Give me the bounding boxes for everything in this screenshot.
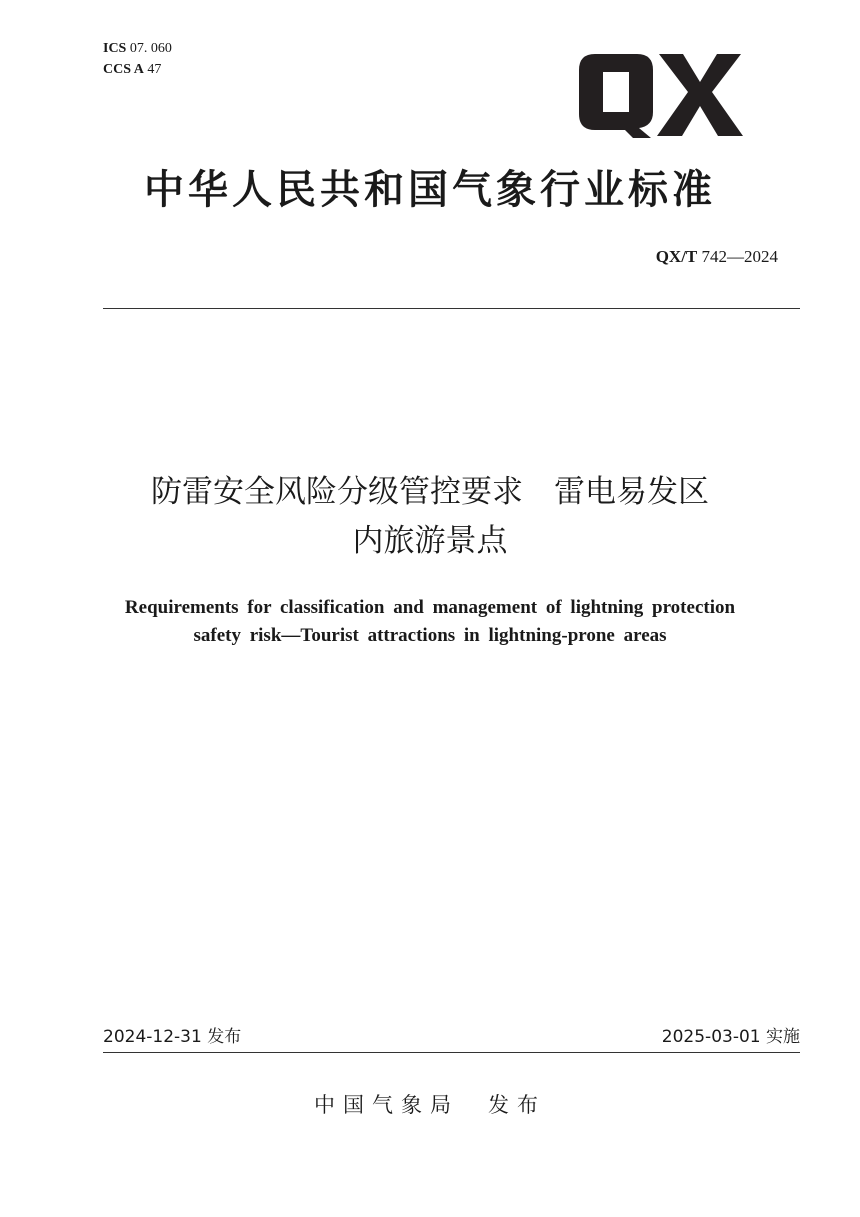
bottom-divider [103, 1052, 800, 1053]
title-cn-line2: 内旅游景点 [352, 523, 508, 559]
publisher: 中国气象局 发布 [314, 1093, 546, 1117]
title-cn-line1: 防雷安全风险分级管控要求 雷电易发区 [151, 474, 709, 510]
standard-category: 中华人民共和国气象行业标准 [144, 167, 716, 213]
qx-logo [575, 46, 750, 142]
ics-classification [103, 40, 172, 58]
ccs-code: 47 [147, 62, 162, 77]
standard-number-prefix: QX/T [655, 247, 698, 266]
issue-date: 2024-12-31 发布 [103, 1027, 242, 1047]
top-divider [103, 308, 800, 309]
ics-label: ICS [103, 41, 127, 56]
ccs-label: CCS A [103, 62, 144, 77]
title-en-line1: Requirements for classification and management of lightning protection [124, 597, 736, 618]
title-en-line2: safety risk—Tourist attractions in lightning-prone areas [193, 625, 667, 646]
standard-number [656, 246, 778, 268]
ics-code: 07. 060 [129, 41, 172, 56]
implementation-date: 2025-03-01 实施 [661, 1027, 800, 1047]
ccs-classification [103, 61, 161, 79]
standard-number-value: 742—2024 [701, 247, 778, 266]
